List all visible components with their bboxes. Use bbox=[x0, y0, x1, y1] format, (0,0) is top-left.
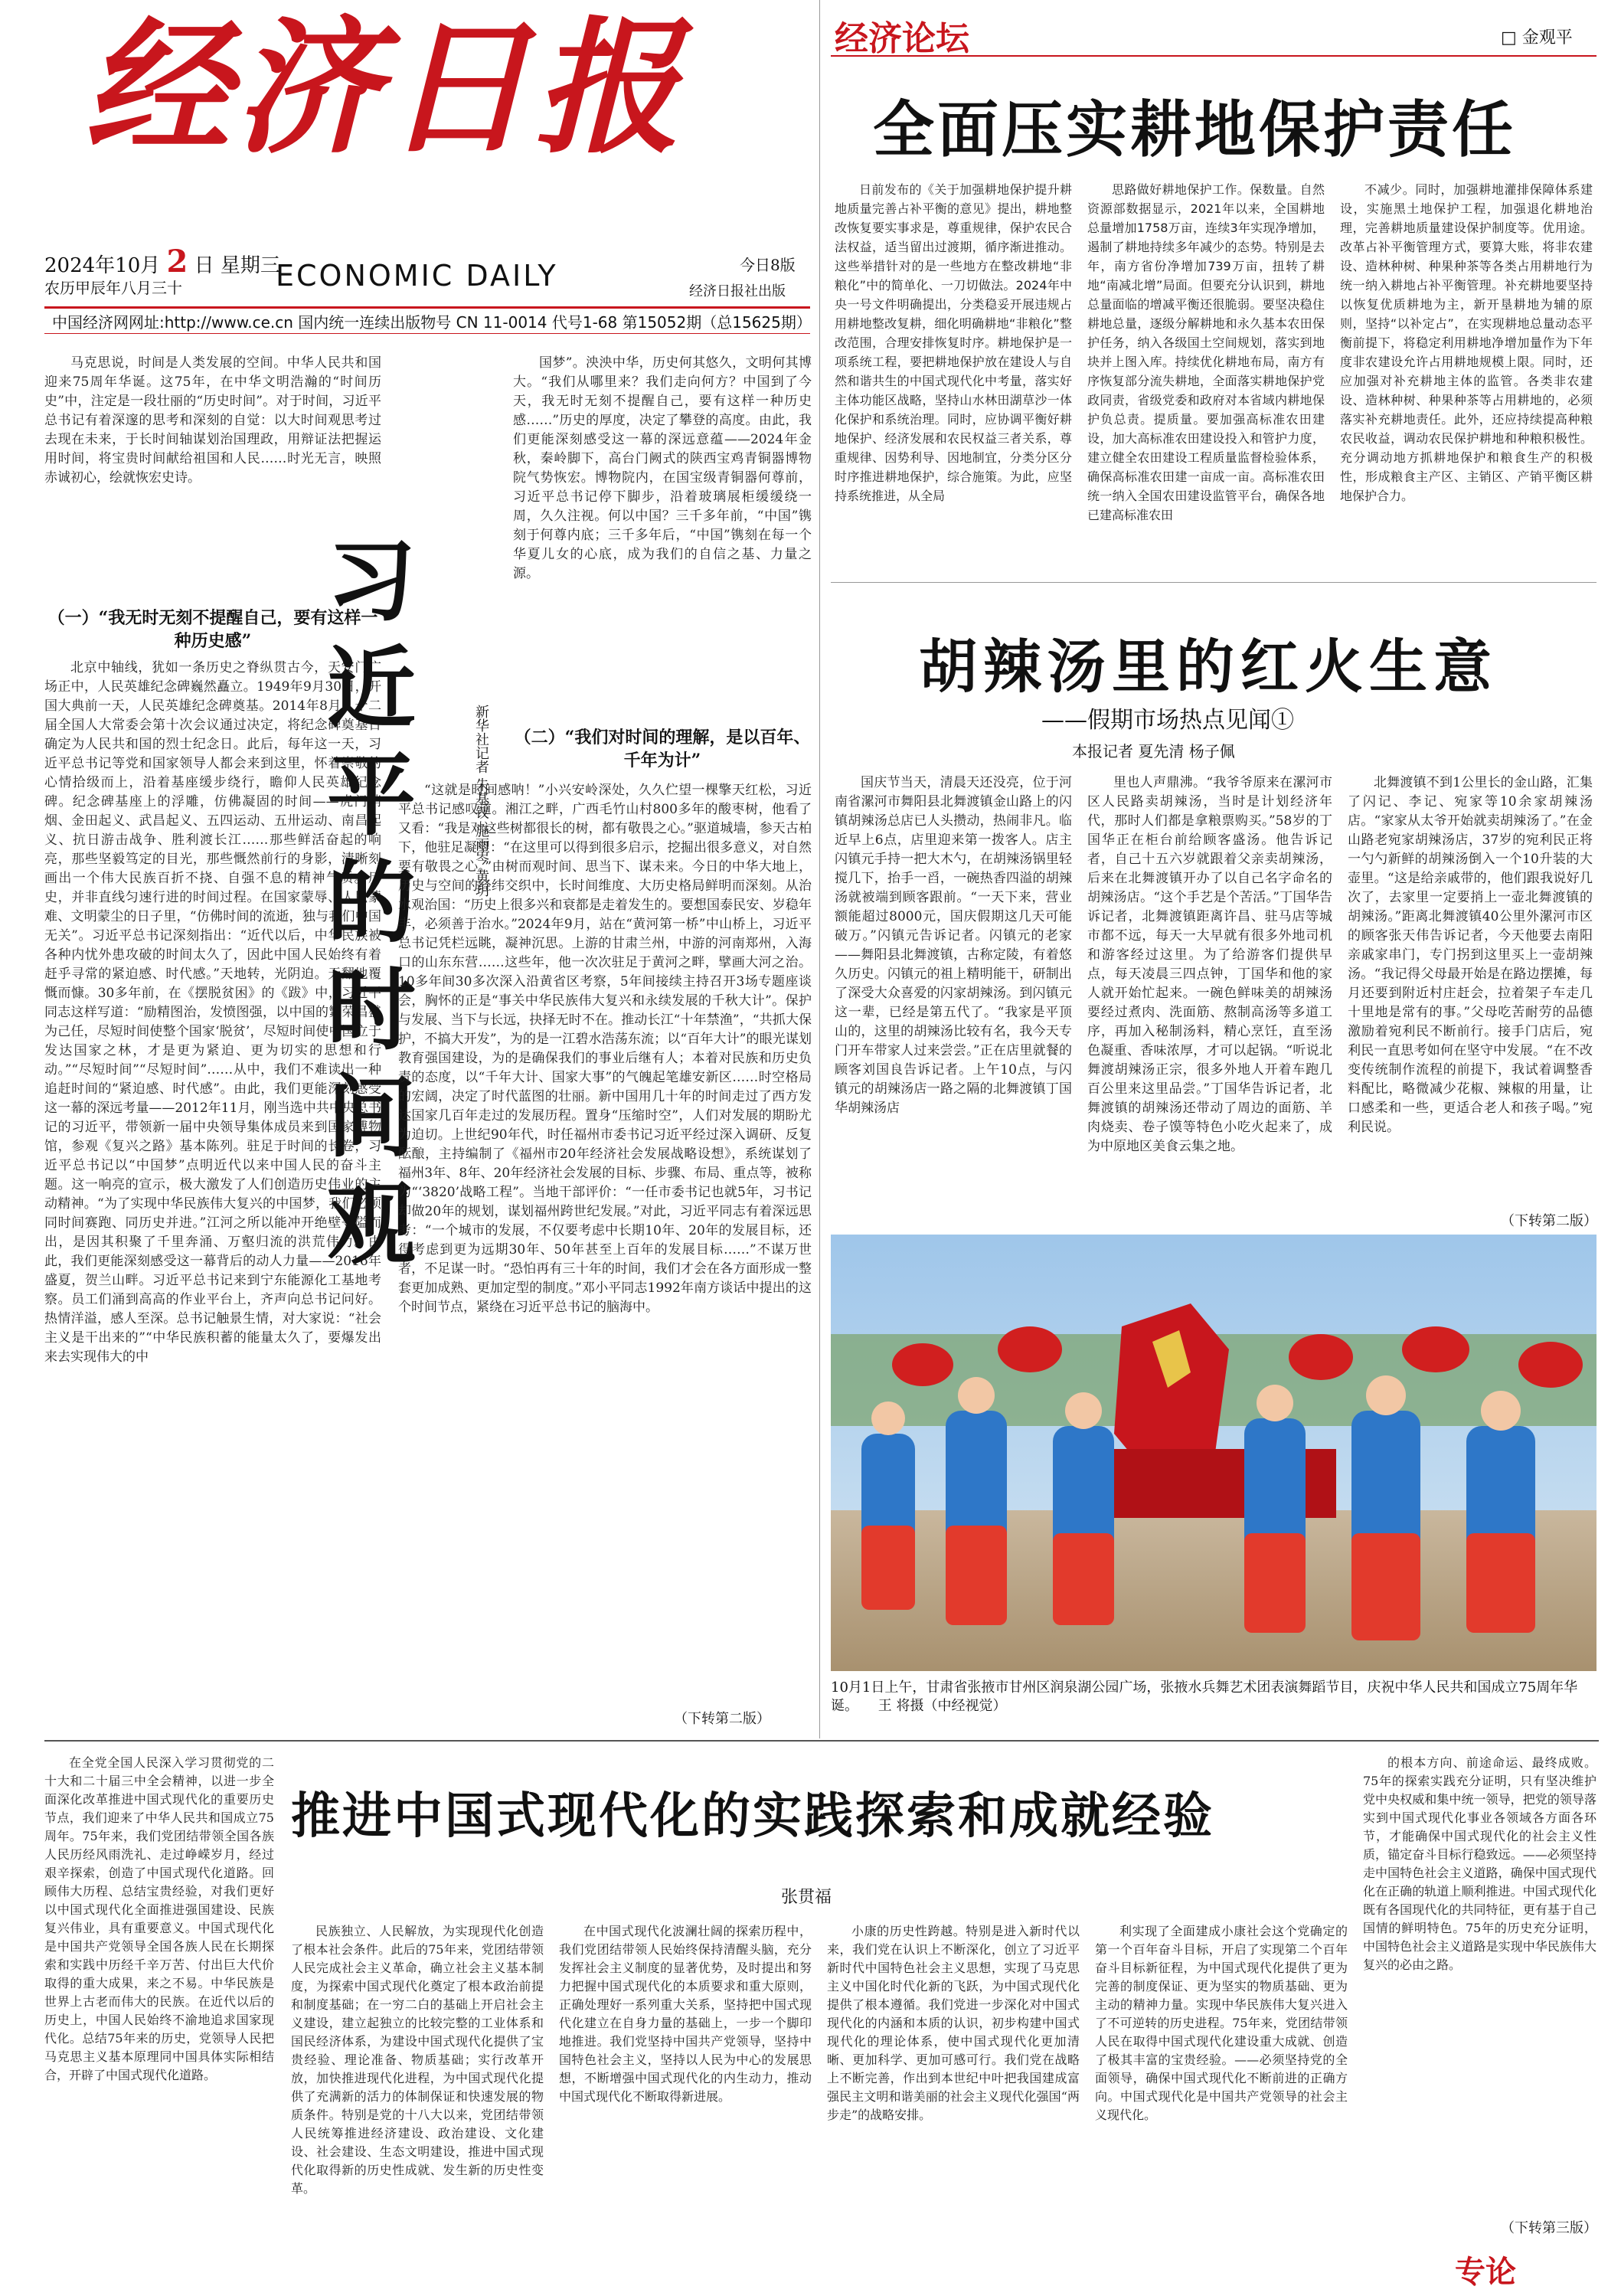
date-weekday: 日 星期三 bbox=[194, 254, 280, 277]
forum-headline: 全面压实耕地保护责任 bbox=[873, 94, 1516, 165]
caption-text: 10月1日上午，甘肃省张掖市甘州区润泉湖公园广场，张掖水兵舞艺术团表演舞蹈节目，庆祝中华人民共和国成立75周年华诞。 bbox=[831, 1679, 1578, 1714]
xjp-title-char: 时 bbox=[327, 959, 416, 1062]
forum-paragraph: 日前发布的《关于加强耕地保护提升耕地质量完善占补平衡的意见》提出，耕地整改恢复要实事求是，尊重规律，保护农民合法权益，适当留出过渡期，循序渐进推动。这些举措针对的是一些地方在整改耕地“非粮化”中的简单化、一刀切做法。2024年中央一号文件明确提出，分类稳妥开展违规占用耕地整改复耕，细化明确耕地“非粮化”整改范围，合理安排恢复时序。耕地保护是一项系统工程，要把耕地保护放在建设人与自然和谐共生的中国式现代化中考量，落实好主体功能区战略，坚持山水林田湖草沙一体化保护和系统治理。同时，应协调平衡好耕地保护、经济发展和农民权益三者关系，尊重规律、因势利导、因地制宜，分类分区分时序推进耕地保护，综合施策。为此，应坚持系统推进，从全局 bbox=[835, 182, 1072, 503]
xjp-title-char: 观 bbox=[327, 1173, 416, 1277]
forum-section-label: 经济论坛 bbox=[835, 19, 969, 58]
xjp-paragraph: “这就是时间感呐！”小兴安岭深处，久久伫望一棵擎天红松，习近平总书记感叹道。湘江之畔，广西毛竹山村800多年的酸枣树，他看了又看：“我是对这些树都很长的树，都有敬畏之心。”驱道城墙，参天古柏下，他驻足凝望：“在这里可以得到很多启示，挖掘出很多意义，对自然要有敬畏之心。”由树而观时间、思当下、谋未来。今日的中华大地上，历史与空间的经纬交织中，长时间维度、大历史格局鲜明而深刻。从治水观治国：“历史上很多兴和衰都是走着发生的。要想国泰民安、岁稳年丰，必须善于治水。”2024年9月，站在“黄河第一桥”中山桥上，习近平总书记凭栏远眺，凝神沉思。上游的甘肃兰州，中游的河南郑州，入海口的山东东营……这些年，他一次次驻足于黄河之畔，擘画大河之治。10多年间30多次深入沿黄省区考察，5年间接续主持召开3场专题座谈会，胸怀的正是“事关中华民族伟大复兴和永续发展的千秋大计”。保护与发展、当下与长远，抉择无时不在。推动长江“十年禁渔”，“共抓大保护，不搞大开发”，为的是一江碧水浩荡东流；以“百年大计”的眼光谋划教育强国建设，为的是确保我们的事业后继有人；本着对民族和历史负责的态度，以“千年大计、国家大事”的气魄起笔雄安新区……时空格局的宏阔，决定了时代蓝图的壮丽。新中国用几十年的时间走过了西方发达国家几百年走过的发展历程。置身“压缩时空”，人们对发展的期盼尤为迫切。上世纪90年代，时任福州市委书记习近平经过深入调研、反复酝酿，主持编制了《福州市20年经济社会发展战略设想》，系统谋划了福州3年、8年、20年经济社会发展的目标、步骤、布局、重点等，被称为“‘3820’战略工程”。当地干部评价：“一任市委书记也就5年，习书记却做20年的规划，谋划福州跨世纪发展。”对此，习近平同志有着深远思考：“一个城市的发展，不仅要考虑中长期10年、20年的发展目标，还得考虑到更为远期30年、50年甚至上百年的发展目标……”不谋万世者，不足谋一时。“恐怕再有三十年的时间，我们才会在各方面形成一整套更加成熟、更加定型的制度。”邓小平同志1992年南方谈话中提出的这个时间节点，紧绕在习近平总书记的脑海中。 bbox=[398, 783, 812, 1315]
date-year-month: 2024年10月 bbox=[44, 254, 161, 277]
market-subtitle: ——假期市场热点见闻① bbox=[1041, 707, 1294, 734]
commentary-label: 专论 bbox=[1455, 2255, 1516, 2290]
market-column-1 bbox=[835, 774, 1072, 1225]
market-paragraph: 国庆节当天，清晨天还没亮，位于河南省漯河市舞阳县北舞渡镇金山路上的闪镇胡辣汤总店已人头攒动，热闹非凡。临近早上6点，店里迎来第一拨客人。店主闪镇元手持一把大木勺，在胡辣汤锅里轻搅几下，抬手一舀，一碗热香四溢的胡辣汤就被端到顾客跟前。“一天下来，营业额能超过8000元，国庆假期这几天可能破万。”闪镇元告诉记者。闪镇元的老家——舞阳县北舞渡镇，古称定陵，有着悠久历史。闪镇元的祖上精明能干，研制出了深受大众喜爱的闪家胡辣汤。到闪镇元这一辈，已经是第五代了。“我家是平顶山的，这里的胡辣汤比较有名，我今天专门开车带家人过来尝尝。”正在店里就餐的顾客刘国良告诉记者。上午10点，与闪镇元的胡辣汤店一路之隔的北舞渡镇丁国华胡辣汤店 bbox=[835, 775, 1072, 1116]
xjp-paragraph: 国梦”。泱泱中华，历史何其悠久，文明何其博大。“我们从哪里来？我们走向何方？中国到了今天，我无时无刻不提醒自己，要有这样一种历史感……”历史的厚度，决定了攀登的高度。由此，我们更能深刻感受这一幕的深远意蕴——2024年金秋，秦岭脚下，高台门阙式的陕西宝鸡青铜器博物院气势恢宏。博物院内，在国宝级青铜器何尊前，习近平总书记停下脚步，沿着玻璃展柜缓缓绕一周，久久注视。何以中国？三千多年前，“中国”镌刻于何尊内底；三千多年后，“中国”镌刻在每一个华夏儿女的心底，成为我们的自信之基、力量之源。 bbox=[513, 355, 812, 581]
modern-column-4 bbox=[827, 1922, 1080, 2290]
date-day: 2 bbox=[166, 244, 188, 280]
issue-date bbox=[44, 244, 280, 280]
publisher: 经济日报社出版 bbox=[689, 283, 786, 299]
market-continued: （下转第二版） bbox=[1501, 1213, 1597, 1229]
photographer-credit: 王 将摄（中经视觉） bbox=[877, 1698, 1007, 1714]
xjp-section-1-heading: （一）“我无时无刻不提醒自己，要有这样一种历史感” bbox=[47, 608, 378, 651]
xjp-title-char: 习 bbox=[327, 530, 416, 633]
forum-bottom-rule bbox=[831, 582, 1596, 583]
site-info-bar: 中国经济网网址:http://www.ce.cn 国内统一连续出版物号 CN 11-0014 代号1-68 第15052期（总15625期） bbox=[44, 306, 810, 334]
xjp-title-char: 近 bbox=[327, 637, 416, 741]
market-column-2 bbox=[1087, 774, 1332, 1225]
modern-column-6 bbox=[1363, 1754, 1596, 2236]
xjp-continued: （下转第二版） bbox=[674, 1711, 770, 1727]
xjp-byline: 新华社记者 朱基钗 施雨岑 黄玥 bbox=[473, 705, 489, 898]
modern-paragraph: 在中国式现代化波澜壮阔的探索历程中，我们党团结带领人民始终保持清醒头脑，充分发挥社会主义制度的显著优势，及时提出和努力把握中国式现代化的本质要求和重大原则，正确处理好一系列重大关系，坚持把中国式现代化建立在自身力量的基础上，一步一个脚印地推进。我们党坚持中国共产党领导，坚持中国特色社会主义，坚持以人民为中心的发展思想，不断增强中国式现代化的内生动力，推动中国式现代化不断取得新进展。 bbox=[559, 1924, 812, 2104]
photo-caption bbox=[831, 1679, 1596, 1715]
xjp-title-char: 间 bbox=[327, 1066, 416, 1169]
modern-paragraph: 的根本方向、前途命运、最终成败。75年的探索实践充分证明，只有坚决维护党中央权威和集中统一领导，把党的领导落实到中国式现代化事业各领域各方面各环节，才能确保中国式现代化的社会主义性质，锚定奋斗目标行稳致远。——必须坚持走中国特色社会主义道路，确保中国式现代化在正确的轨道上顺利推进。中国式现代化既有各国现代化的共同特征，更有基于自己国情的鲜明特色。75年的历史充分证明，中国特色社会主义道路是实现中华民族伟大复兴的必由之路。 bbox=[1363, 1755, 1596, 1972]
xjp-title-char: 的 bbox=[327, 852, 416, 955]
lunar-date: 农历甲辰年八月三十 bbox=[44, 279, 182, 297]
market-column-3 bbox=[1348, 774, 1593, 1210]
xjp-paragraph: 马克思说，时间是人类发展的空间。中华人民共和国迎来75周年华诞。这75年，在中华文明浩瀚的“时间历史”中，注定是一段壮丽的“历史时间”。对于时间，习近平总书记有着深邃的思考和深刻的自觉：以大时间观思考过去现在未来，于长时间轴谋划治国理政，用辩证法把握运用时间，将宝贵时间献给祖国和人民……时光无言，映照赤诚初心，绘就恢宏史诗。 bbox=[44, 355, 381, 486]
xjp-section-2-heading: （二）“我们对时间的理解，是以百年、千年为计” bbox=[514, 728, 811, 770]
forum-column-2 bbox=[1087, 180, 1325, 571]
page-count: 今日8版 bbox=[740, 256, 796, 274]
modern-paragraph: 民族独立、人民解放，为实现现代化创造了根本社会条件。此后的75年来，党团结带领人民完成社会主义革命，确立社会主义基本制度，为探索中国式现代化奠定了根本政治前提和制度基础；在一穷二白的基础上开启社会主义建设，建立起独立的比较完整的工业体系和国民经济体系，为建设中国式现代化提供了宝贵经验、理论准备、物质基础；实行改革开放，加快推进现代化进程，为中国式现代化提供了充满新的活力的体制保证和快速发展的物质条件。特别是党的十八大以来，党团结带领人民统筹推进经济建设、政治建设、文化建设、社会建设、生态文明建设，推进中国式现代化取得新的历史性成就、发生新的历史性变革。 bbox=[291, 1924, 544, 2196]
bottom-section-rule bbox=[44, 1740, 1599, 1742]
modern-column-5 bbox=[1095, 1922, 1348, 2290]
xjp-column-2 bbox=[513, 354, 812, 721]
xjp-title-char: 平 bbox=[327, 744, 416, 848]
dance-performance-photo bbox=[831, 1235, 1596, 1671]
market-byline: 本报记者 夏先清 杨子佩 bbox=[1072, 742, 1235, 760]
modern-headline: 推进中国式现代化的实践探索和成就经验 bbox=[291, 1788, 1214, 1845]
modern-paragraph: 利实现了全面建成小康社会这个党确定的第一个百年奋斗目标，开启了实现第二个百年奋斗目标新征程，为中国式现代化提供了更为完善的制度保证、更为坚实的物质基础、更为主动的精神力量。实现中华民族伟大复兴进入了不可逆转的历史进程。75年来，党团结带领人民在取得中国式现代化建设重大成就、创造了极其丰富的宝贵经验。——必须坚持党的全面领导，确保中国式现代化不断前进的正确方向。中国式现代化是中国共产党领导的社会主义现代化。 bbox=[1095, 1924, 1348, 2122]
modern-column-2 bbox=[291, 1922, 544, 2290]
market-headline: 胡辣汤里的红火生意 bbox=[919, 633, 1498, 701]
modern-byline: 张贯福 bbox=[781, 1888, 832, 1907]
modern-paragraph: 在全党全国人民深入学习贯彻党的二十大和二十届三中全会精神，以进一步全面深化改革推进中国式现代化的重要历史节点，我们迎来了中华人民共和国成立75周年。75年来，我们党团结带领全国各族人民历经风雨洗礼、走过峥嵘岁月，经过艰辛探索，创造了中国式现代化道路。回顾伟大历程、总结宝贵经验，对我们更好以中国式现代化全面推进强国建设、民族复兴伟业，具有重要意义。中国式现代化是中国共产党领导全国各族人民在长期探索和实践中历经千辛万苦、付出巨大代价取得的重大成果，来之不易。中华民族是世界上古老而伟大的民族。在近代以后的历史上，中国人民始终不渝地追求国家现代化。总结75年来的历史，党领导人民把马克思主义基本原理同中国具体实际相结合，开辟了中国式现代化道路。 bbox=[44, 1755, 274, 2082]
xjp-paragraph: 北京中轴线，犹如一条历史之脊纵贯古今，天安门广场正中，人民英雄纪念碑巍然矗立。1949年9月30日，开国大典前一天，人民英雄纪念碑奠基。2014年8月，十二届全国人大常委会第十次会议通过决定，将纪念碑奠基日确定为人民共和国的烈士纪念日。此后，每年这一天，习近平总书记等党和国家领导人都会来到这里，怀着崇敬的心情拾级而上，沿着基座缓步绕行，瞻仰人民英雄纪念碑。纪念碑基座上的浮雕，仿佛凝固的时间——虎门销烟、金田起义、武昌起义、五四运动、五卅运动、南昌起义、抗日游击战争、胜利渡长江……那些鲜活奋起的响亮，那些坚毅笃定的目光，那些慨然前行的身影，清晰刻画出一个伟大民族百折不挠、自强不息的精神气质。历史，并非直线匀速行进的时间过程。在国家蒙辱、人民蒙难、文明蒙尘的日子里，“仿佛时间的流逝，独与我们中国无关”。习近平总书记深刻指出：“近代以后，中华民族被各种内忧外患攻破的时间太久了，因此中国人民始终有着赶乎寻常的紧迫感、时代感。”天地转，光阴迫。天翻地覆慨而慷。30多年前，在《摆脱贫困》的《跋》中，习近平同志这样写道：“励精图治，发愤图强，以中国的繁荣昌盛为己任，尽短时间使整个国家‘脱贫’，尽短时间使中国立于发达国家之林，才是更为紧迫、更为切实的思想和行动。”“尽短时间”“尽短时间”……从中，我们不难读出一种追赶时间的“紧迫感、时代感”。由此，我们更能深刻感受这一幕的深远考量——2012年11月，刚当选中共中央总书记的习近平，带领新一届中央领导集体成员来到国家博物馆，参观《复兴之路》基本陈列。驻足于时间的长卷，习近平总书记以“中国梦”点明近代以来中国人民的奋斗主题。这一响亮的宣示，极大激发了人们创造历史伟业的主动精神。“为了实现中华民族伟大复兴的中国梦，我们必须同时间赛跑、同历史并进。”江河之所以能冲开绝壁夺隘而出，是因其积聚了千里奔涌、万壑归流的洪荒伟力。由此，我们更能深刻感受这一幕背后的动人力量——2016年盛夏，贺兰山畔。习近平总书记来到宁东能源化工基地考察。员工们涌到高高的作业平台上，齐声向总书记问好。热情洋溢，感人至深。总书记触景生情，对大家说：“社会主义是干出来的”“中华民族积蓄的能量太久了，要爆发出来去实现伟大的中 bbox=[44, 660, 381, 1365]
forum-column-3 bbox=[1340, 180, 1593, 571]
photo-illustration bbox=[831, 1235, 1596, 1671]
market-paragraph: 里也人声鼎沸。“我爷爷原来在漯河市区人民路卖胡辣汤，当时是计划经济年代，那时人们都是拿粮票购买。”58岁的丁国华正在柜台前给顾客盛汤。他告诉记者，自己十五六岁就跟着父亲卖胡辣汤，后来在北舞渡镇开办了以自己名字命名的胡辣汤店。“这个手艺是个苦活。”丁国华告诉记者，北舞渡镇距离许昌、驻马店等城市都不远，每天一大早就有很多外地司机和游客经过这里。为了给游客们提供早点，每天凌晨三四点钟，丁国华和他的家人就开始忙起来。一碗色鲜味美的胡辣汤要经过煮肉、洗面筋、熬制高汤等多道工序，再加入秘制汤料，精心烹饪，直至汤色凝重、香味浓厚，才可以起锅。“听说北舞渡胡辣汤正宗，很多外地人开着车跑几百公里来这里品尝。”丁国华告诉记者，北舞渡镇的胡辣汤还带动了周边的面筋、羊肉烧卖、卷子馍等特色小吃火起来了，成为中原地区美食云集之地。 bbox=[1087, 775, 1332, 1154]
newspaper-logo: 经济日报 bbox=[84, 2, 685, 173]
market-paragraph: 北舞渡镇不到1公里长的金山路，汇集了闪记、李记、宛家等10余家胡辣汤店。“家家从太爷开始就卖胡辣汤了。”在金山路老宛家胡辣汤店，37岁的宛利民正将一勺勺新鲜的胡辣汤倒入一个10升装的大壶里。“这是给亲戚带的，他们跟我说好几次了，去家里一定要捎上一壶北舞渡镇的胡辣汤。”距离北舞渡镇40公里外漯河市区的顾客张天伟告诉记者，今天他要去南阳亲戚家串门，专门拐到这里买上一壶胡辣汤。“我记得父母最开始是在路边摆摊，每月还要到附近村庄赶会，拉着架子车走几十里地是常有的事。”父母吃苦耐劳的品德激励着宛利民不断前行。接手门店后，宛利民一直思考如何在坚守中发展。“在不改变传统制作流程的前提下，我试着调整香料配比，略微减少花椒、辣椒的用量，让口感柔和一些，更适合老人和孩子喝。”宛利民说。 bbox=[1348, 775, 1593, 1135]
modern-continued: （下转第三版） bbox=[1501, 2220, 1597, 2236]
forum-author: □ 金观平 bbox=[1501, 28, 1573, 47]
forum-top-rule bbox=[831, 55, 1596, 57]
modern-paragraph: 小康的历史性跨越。特别是进入新时代以来，我们党在认识上不断深化，创立了习近平新时代中国特色社会主义思想，实现了马克思主义中国化时代化新的飞跃，为中国式现代化提供了根本遵循。我们党进一步深化对中国式现代化的内涵和本质的认识，初步构建中国式现代化的理论体系，使中国式现代化更加清晰、更加科学、更加可感可行。我们党在战略上不断完善，作出到本世纪中叶把我国建成富强民主文明和谐美丽的社会主义现代化强国“两步走”的战略安排。 bbox=[827, 1924, 1080, 2122]
forum-paragraph: 思路做好耕地保护工作。保数量。自然资源部数据显示，2021年以来，全国耕地总量增加1758万亩，连续3年实现净增加，遏制了耕地持续多年减少的态势。特别是去年，南方省份净增加739万亩，扭转了耕地“南减北增”局面。但要充分认识到，耕地总量面临的增减平衡还很脆弱。要坚决稳住耕地总量，逐级分解耕地和永久基本农田保护任务，纳入各级国土空间规划，落实到地块并上图入库。持续优化耕地布局，南方有序恢复部分流失耕地，全面落实耕地保护党政同责，省级党委和政府对本省域内耕地保护负总责。提质量。要加强高标准农田建设，加大高标准农田建设投入和管护力度，建立健全农田建设工程质量监督检验体系，确保高标准农田建一亩成一亩。高标准农田统一纳入全国农田建设监管平台，确保各地已建高标准农田 bbox=[1087, 182, 1325, 522]
modern-column-1 bbox=[44, 1754, 274, 2290]
center-divider bbox=[819, 0, 820, 1738]
xjp-column-3 bbox=[398, 781, 812, 1700]
forum-paragraph: 不减少。同时，加强耕地灌排保障体系建设，实施黑土地保护工程，加强退化耕地治理，完善耕地质量建设保护制度等。优用途。改革占补平衡管理方式，要算大账，将非农建设、造林种树、种果种茶等各类占用耕地行为统一纳入耕地占补平衡管理。补充耕地要坚持以恢复优质耕地为主，新开垦耕地为辅的原则，坚持“以补定占”，在实现耕地总量动态平衡前提下，将稳定利用耕地净增加量作为下年度非农建设允许占用耕地规模上限。同时，还应加强对补充耕地主体的监管。各类非农建设、造林种树、种果种茶等占用耕地的，必须落实补充耕地责任。此外，还应持续提高种粮农民收益，调动农民保护耕地和种粮积极性。充分调动地方抓耕地保护和粮食生产的积极性，形成粮食主产区、主销区、产销平衡区耕地保护合力。 bbox=[1340, 182, 1593, 503]
modern-column-3 bbox=[559, 1922, 812, 2290]
english-title: ECONOMIC DAILY bbox=[276, 259, 558, 293]
forum-column-1 bbox=[835, 180, 1072, 571]
